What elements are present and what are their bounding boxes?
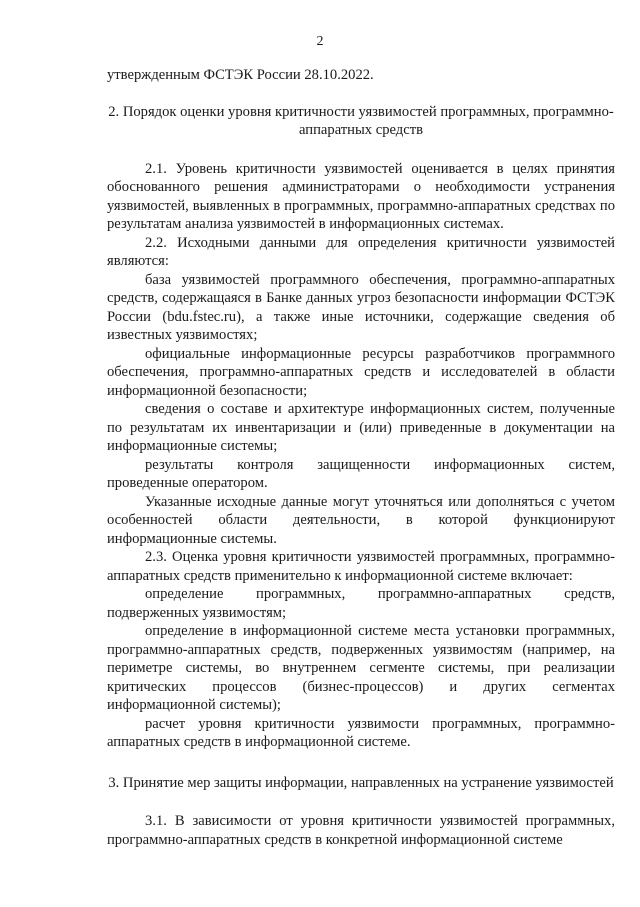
section-3-heading: 3. Принятие мер защиты информации, направленных на устранение уязвимостей: [108, 774, 614, 791]
page-number: 2: [316, 34, 324, 49]
intro-line: утвержденным ФСТЭК России 28.10.2022.: [107, 67, 374, 83]
paragraph-2-2-bdu: база уязвимостей программного обеспечения, программно-аппаратных средств, содержащаяся в Банке данных угроз безопасности информации ФСТЭК России (bdu.fstec.ru), а также иные источники, содержащие сведения об известных уязвимостях;: [107, 271, 615, 343]
paragraph-2-3-placement: определение в информационной системе места установки программных, программно-аппаратных средств, подверженных уязвимостям (например, на периметре системы, во внутреннем сегменте системы, при реализации критических процессов (бизнес-процессов) и других сегментах информационной системы);: [107, 623, 615, 713]
paragraph-2-2-inventory: сведения о составе и архитектуре информационных систем, полученные по результатам их инвентаризации и (или) приведенные в документации на информационные системы;: [107, 401, 615, 454]
document-body: [107, 66, 615, 849]
paragraph-2-3-calculation: расчет уровня критичности уязвимости программных, программно-аппаратных средств в информационной системе.: [107, 715, 615, 750]
paragraph-2-2-control: результаты контроля защищенности информационных систем, проведенные оператором.: [107, 456, 615, 491]
section-2-heading: 2. Порядок оценки уровня критичности уязвимостей программных, программно-аппаратных средств: [108, 103, 614, 138]
paragraph-2-2: 2.2. Исходными данными для определения критичности уязвимостей являются:: [107, 234, 615, 269]
paragraph-2-3: 2.3. Оценка уровня критичности уязвимостей программных, программно-аппаратных средств применительно к информационной системе включает:: [107, 549, 615, 584]
paragraph-2-2-note: Указанные исходные данные могут уточняться или дополняться с учетом особенностей области деятельности, в которой функционируют информационные системы.: [107, 493, 615, 547]
paragraph-2-2-vendors: официальные информационные ресурсы разработчиков программного обеспечения, программно-аппаратных средств и исследователей в области информационной безопасности;: [107, 345, 615, 399]
paragraph-3-1: 3.1. В зависимости от уровня критичности уязвимостей программных, программно-аппаратных средств в конкретной информационной системе: [107, 813, 615, 848]
paragraph-2-1: 2.1. Уровень критичности уязвимостей оценивается в целях принятия обоснованного решения администраторами о необходимости устранения уязвимостей, выявленных в программных, программно-аппаратных средствах по результатам анализа уязвимостей в информационных системах.: [107, 160, 615, 232]
paragraph-2-3-identify: определение программных, программно-аппаратных средств, подверженных уязвимостям;: [107, 586, 615, 621]
